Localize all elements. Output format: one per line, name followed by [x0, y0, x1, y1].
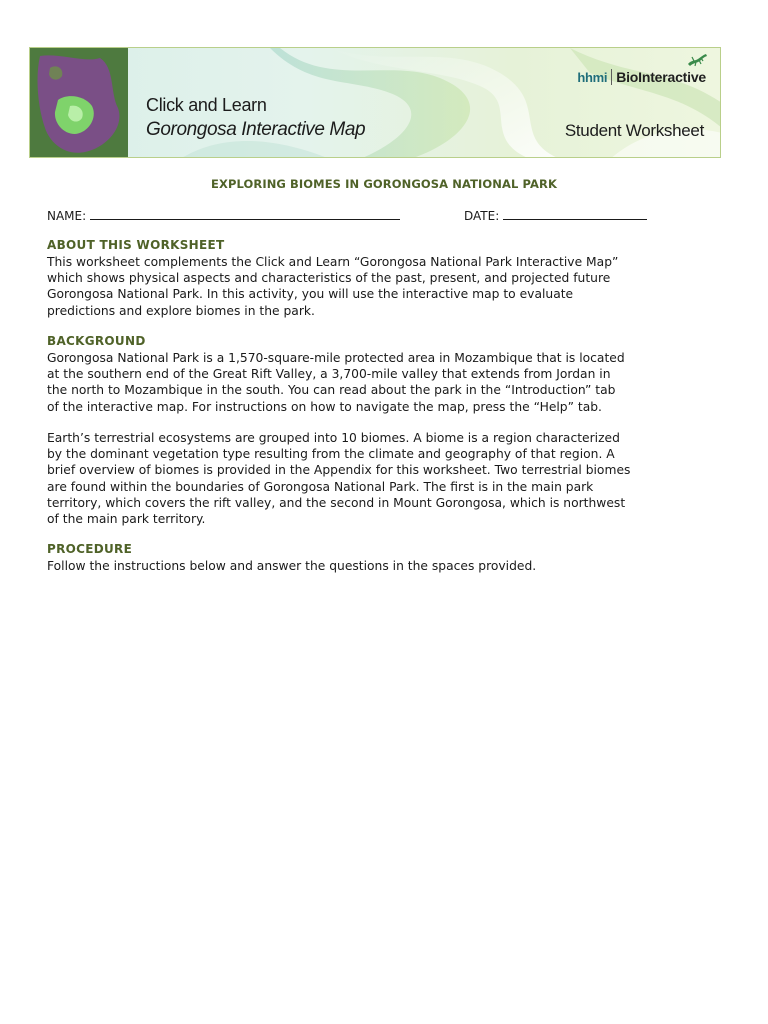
paragraph-line: at the southern end of the Great Rift Valley, a 3,700-mile valley that extends from Jordan in	[47, 367, 611, 382]
banner-subtitle-student-worksheet: Student Worksheet	[564, 121, 704, 140]
paragraph-line: Gorongosa National Park. In this activity, you will use the interactive map to evaluate	[47, 287, 574, 302]
paragraph-line: brief overview of biomes is provided in the Appendix for this worksheet. Two terrestrial biomes	[47, 463, 631, 478]
biointeractive-logo	[577, 66, 706, 88]
banner-title-map-name: Gorongosa Interactive Map	[146, 119, 366, 140]
name-blank-line[interactable]	[90, 208, 400, 220]
paragraph-line: the north to Mozambique in the south. You can read about the park in the “Introduction” tab	[47, 383, 616, 398]
header-banner	[29, 47, 721, 158]
section-heading-procedure: PROCEDURE	[47, 542, 133, 556]
logo-separator	[611, 69, 612, 85]
name-field[interactable]	[47, 208, 400, 223]
paragraph-line: Earth’s terrestrial ecosystems are grouped into 10 biomes. A biome is a region characterized	[47, 431, 620, 445]
logo-biointeractive-text: BioInteractive	[616, 69, 706, 85]
document-title: EXPLORING BIOMES IN GORONGOSA NATIONAL PARK	[211, 177, 557, 191]
paragraph-line: are found within the boundaries of Gorongosa National Park. The first is in the main park	[47, 479, 594, 494]
paragraph-line: of the main park territory.	[47, 512, 206, 527]
paragraph-line: Follow the instructions below and answer the questions in the spaces provided.	[47, 559, 537, 573]
section-heading-background: BACKGROUND	[47, 334, 146, 348]
paragraph-background-2	[47, 430, 727, 527]
logo-hhmi-text: hhmi	[577, 69, 608, 85]
lizard-icon	[686, 52, 708, 68]
paragraph-background-1	[47, 350, 727, 415]
paragraph-line: Gorongosa National Park is a 1,570-square-mile protected area in Mozambique that is located	[47, 351, 625, 365]
paragraph-line: territory, which covers the rift valley, and the second in Mount Gorongosa, which is northwest	[47, 495, 626, 510]
banner-swoosh-decoration	[30, 48, 721, 158]
date-field[interactable]	[464, 208, 647, 223]
paragraph-line: This worksheet complements the Click and Learn “Gorongosa National Park Interactive Map”	[47, 255, 619, 269]
paragraph-procedure	[47, 558, 727, 574]
banner-title-click-and-learn: Click and Learn	[146, 95, 267, 115]
section-heading-about: ABOUT THIS WORKSHEET	[47, 238, 225, 252]
name-label: NAME:	[47, 209, 87, 223]
paragraph-line: predictions and explore biomes in the park.	[47, 303, 315, 318]
date-label: DATE:	[464, 209, 500, 223]
paragraph-line: which shows physical aspects and characteristics of the past, present, and projected future	[47, 271, 611, 286]
paragraph-about	[47, 254, 727, 319]
date-blank-line[interactable]	[503, 208, 647, 220]
park-map-thumbnail	[30, 48, 128, 157]
paragraph-line: of the interactive map. For instructions on how to navigate the map, press the “Help” tab.	[47, 399, 602, 414]
paragraph-line: by the dominant vegetation type resulting from the climate and geography of that region. A	[47, 447, 615, 462]
